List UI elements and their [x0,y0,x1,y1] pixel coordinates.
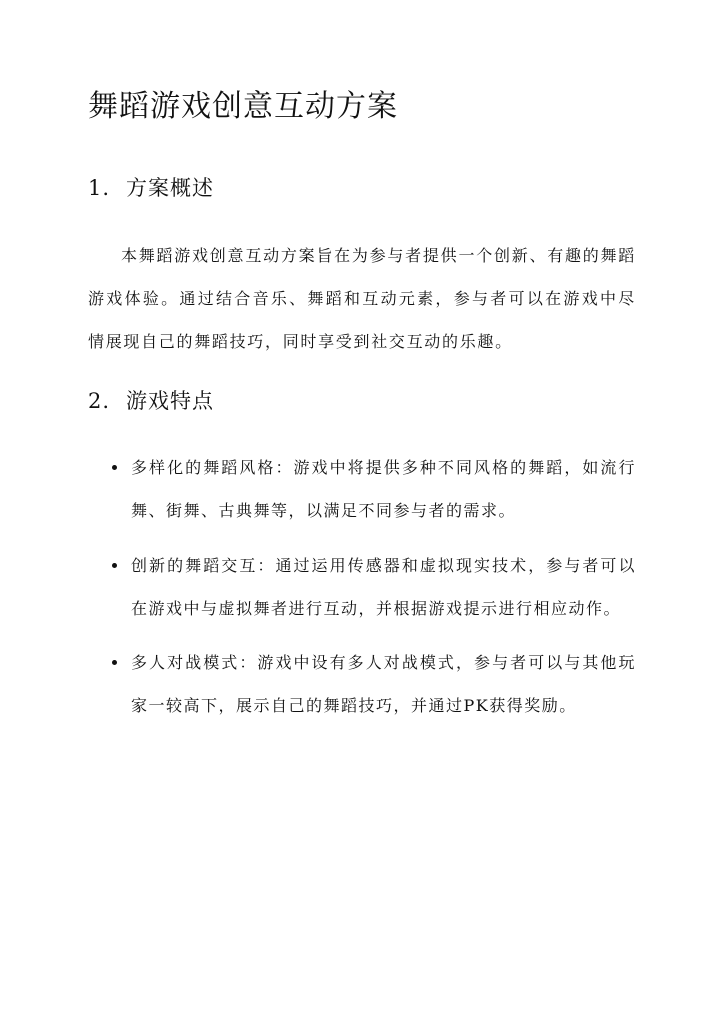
list-item-text: 多人对战模式：游戏中设有多人对战模式，参与者可以与其他玩家一较高下，展示自己的舞蹈技巧，并通过PK获得奖励。 [131,653,636,715]
section-title: 游戏特点 [126,389,214,413]
list-item [88,641,636,727]
overview-paragraph: 本舞蹈游戏创意互动方案旨在为参与者提供一个创新、有趣的舞蹈游戏体验。通过结合音乐、舞蹈和互动元素，参与者可以在游戏中尽情展现自己的舞蹈技巧，同时享受到社交互动的乐趣。 [88,246,636,351]
section-title: 方案概述 [126,176,214,200]
bullet-icon [112,465,117,470]
list-item [88,544,636,630]
bullet-icon [112,563,117,568]
section-heading-features [88,386,214,416]
features-list [88,446,636,739]
bullet-icon [112,660,117,665]
section-number: 2. [88,389,111,413]
list-item-text: 多样化的舞蹈风格：游戏中将提供多种不同风格的舞蹈，如流行舞、街舞、古典舞等，以满足不同参与者的需求。 [131,458,636,520]
section-number: 1. [88,176,111,200]
list-item [88,446,636,532]
section-heading-overview [88,173,214,203]
document-title: 舞蹈游戏创意互动方案 [88,89,398,124]
list-item-text: 创新的舞蹈交互：通过运用传感器和虚拟现实技术，参与者可以在游戏中与虚拟舞者进行互动，并根据游戏提示进行相应动作。 [131,556,636,618]
